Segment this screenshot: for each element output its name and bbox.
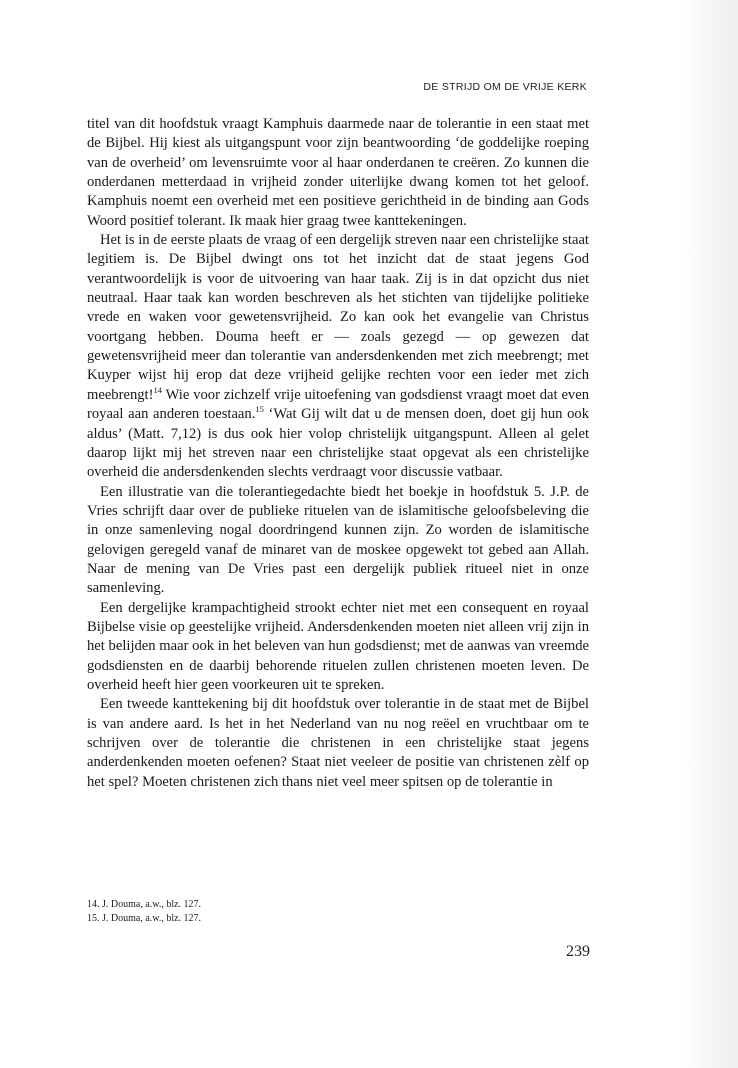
paragraph-2-part-b: Wie voor zichzelf vrije uitoefening van godsdienst vraagt moet dat even royaal aan anderen toestaan. <box>87 386 589 423</box>
footnote-ref-14: 14 <box>153 384 162 395</box>
paragraph-5: Een tweede kanttekening bij dit hoofdstuk over tolerantie in de staat met de Bijbel is van andere aard. Is het in het Nederland van nu nog reëel en vruchtbaar om te schrijven over de tolerantie die christenen in een christelijke staat jegens anderdenkenden moeten oefenen? Staat niet veeleer de positie van christenen zèlf op het spel? Moeten christenen zich thans niet veel meer spitsen op de tolerantie in <box>87 696 589 790</box>
footnotes <box>87 898 201 926</box>
paragraph-3: Een illustratie van die tolerantiegedachte biedt het boekje in hoofdstuk 5. J.P. de Vries schrijft daar over de publieke rituelen van de islamitische geloofsbeleving die in onze samenleving nogal doordringend kunnen zijn. Zo worden de islamitische gelovigen geregeld vanaf de minaret van de moskee opgewekt tot gebed aan Allah. Naar de mening van De Vries past een dergelijk publiek ritueel niet in onze samenleving. <box>87 483 589 597</box>
paragraph-2-part-a: Het is in de eerste plaats de vraag of een dergelijk streven naar een christelijke staat legitiem is. De Bijbel dwingt ons tot het inzicht dat de staat jegens God verantwoordelijk is voor de uitvoering van haar taak. Zij is in dat opzicht dus niet neutraal. Haar taak kan worden beschreven als het stichten van tijdelijke politieke vrede en waken voor gewetensvrijheid. Zo kan ook het evangelie van Christus voortgang hebben. Douma heeft er — zoals gezegd — op gewezen dat gewetensvrijheid meer dan tolerantie van andersdenkenden met zich meebrengt; met Kuyper wijst hij erop dat deze vrijheid gelijke rechten voor een ieder met zich meebrengt! <box>87 232 589 403</box>
footnote-15: 15. J. Douma, a.w., blz. 127. <box>87 913 202 924</box>
footnote-ref-15: 15 <box>255 404 264 415</box>
body-text <box>87 115 589 792</box>
paragraph-2-part-c: ‘Wat Gij wilt dat u de mensen doen, doet gij hun ook aldus’ (Matt. 7,12) is dus ook hier volop christelijk uitgangspunt. Alleen al gelet daarop lijkt mij het streven naar een christelijke staat opgevat als een christelijke overheid die andersdenkenden slechts verdraagt voor discussie vatbaar. <box>87 406 589 481</box>
footnote-14: 14. J. Douma, a.w., blz. 127. <box>87 899 202 910</box>
page-edge-shadow <box>678 0 738 1068</box>
paragraph-1: titel van dit hoofdstuk vraagt Kamphuis daarmede naar de tolerantie in een staat met de Bijbel. Hij kiest als uitgangspunt voor zijn beantwoording ‘de goddelijke roeping van de overheid’ om levensruimte voor al haar onderdanen te creëren. Zo kunnen die onderdanen metterdaad in vrijheid zonder uiterlijke dwang komen tot het geloof. Kamphuis noemt een overheid met een positieve gerichtheid in de binding aan Gods Woord positief tolerant. Ik maak hier graag twee kanttekeningen. <box>87 116 589 229</box>
page-number: 239 <box>566 943 590 960</box>
paragraph-2 <box>87 231 589 482</box>
paragraph-4: Een dergelijke krampachtigheid strookt echter niet met een consequent en royaal Bijbelse visie op geestelijke vrijheid. Andersdenkenden moeten niet alleen vrij zijn in het belijden maar ook in het beleven van hun godsdienst; met de aanwas van vreemde godsdiensten en de daarbij behorende rituelen zullen christenen moeten leven. De overheid heeft hier geen voorkeuren uit te spreken. <box>87 599 589 693</box>
running-header: DE STRIJD OM DE VRIJE KERK <box>423 81 587 93</box>
